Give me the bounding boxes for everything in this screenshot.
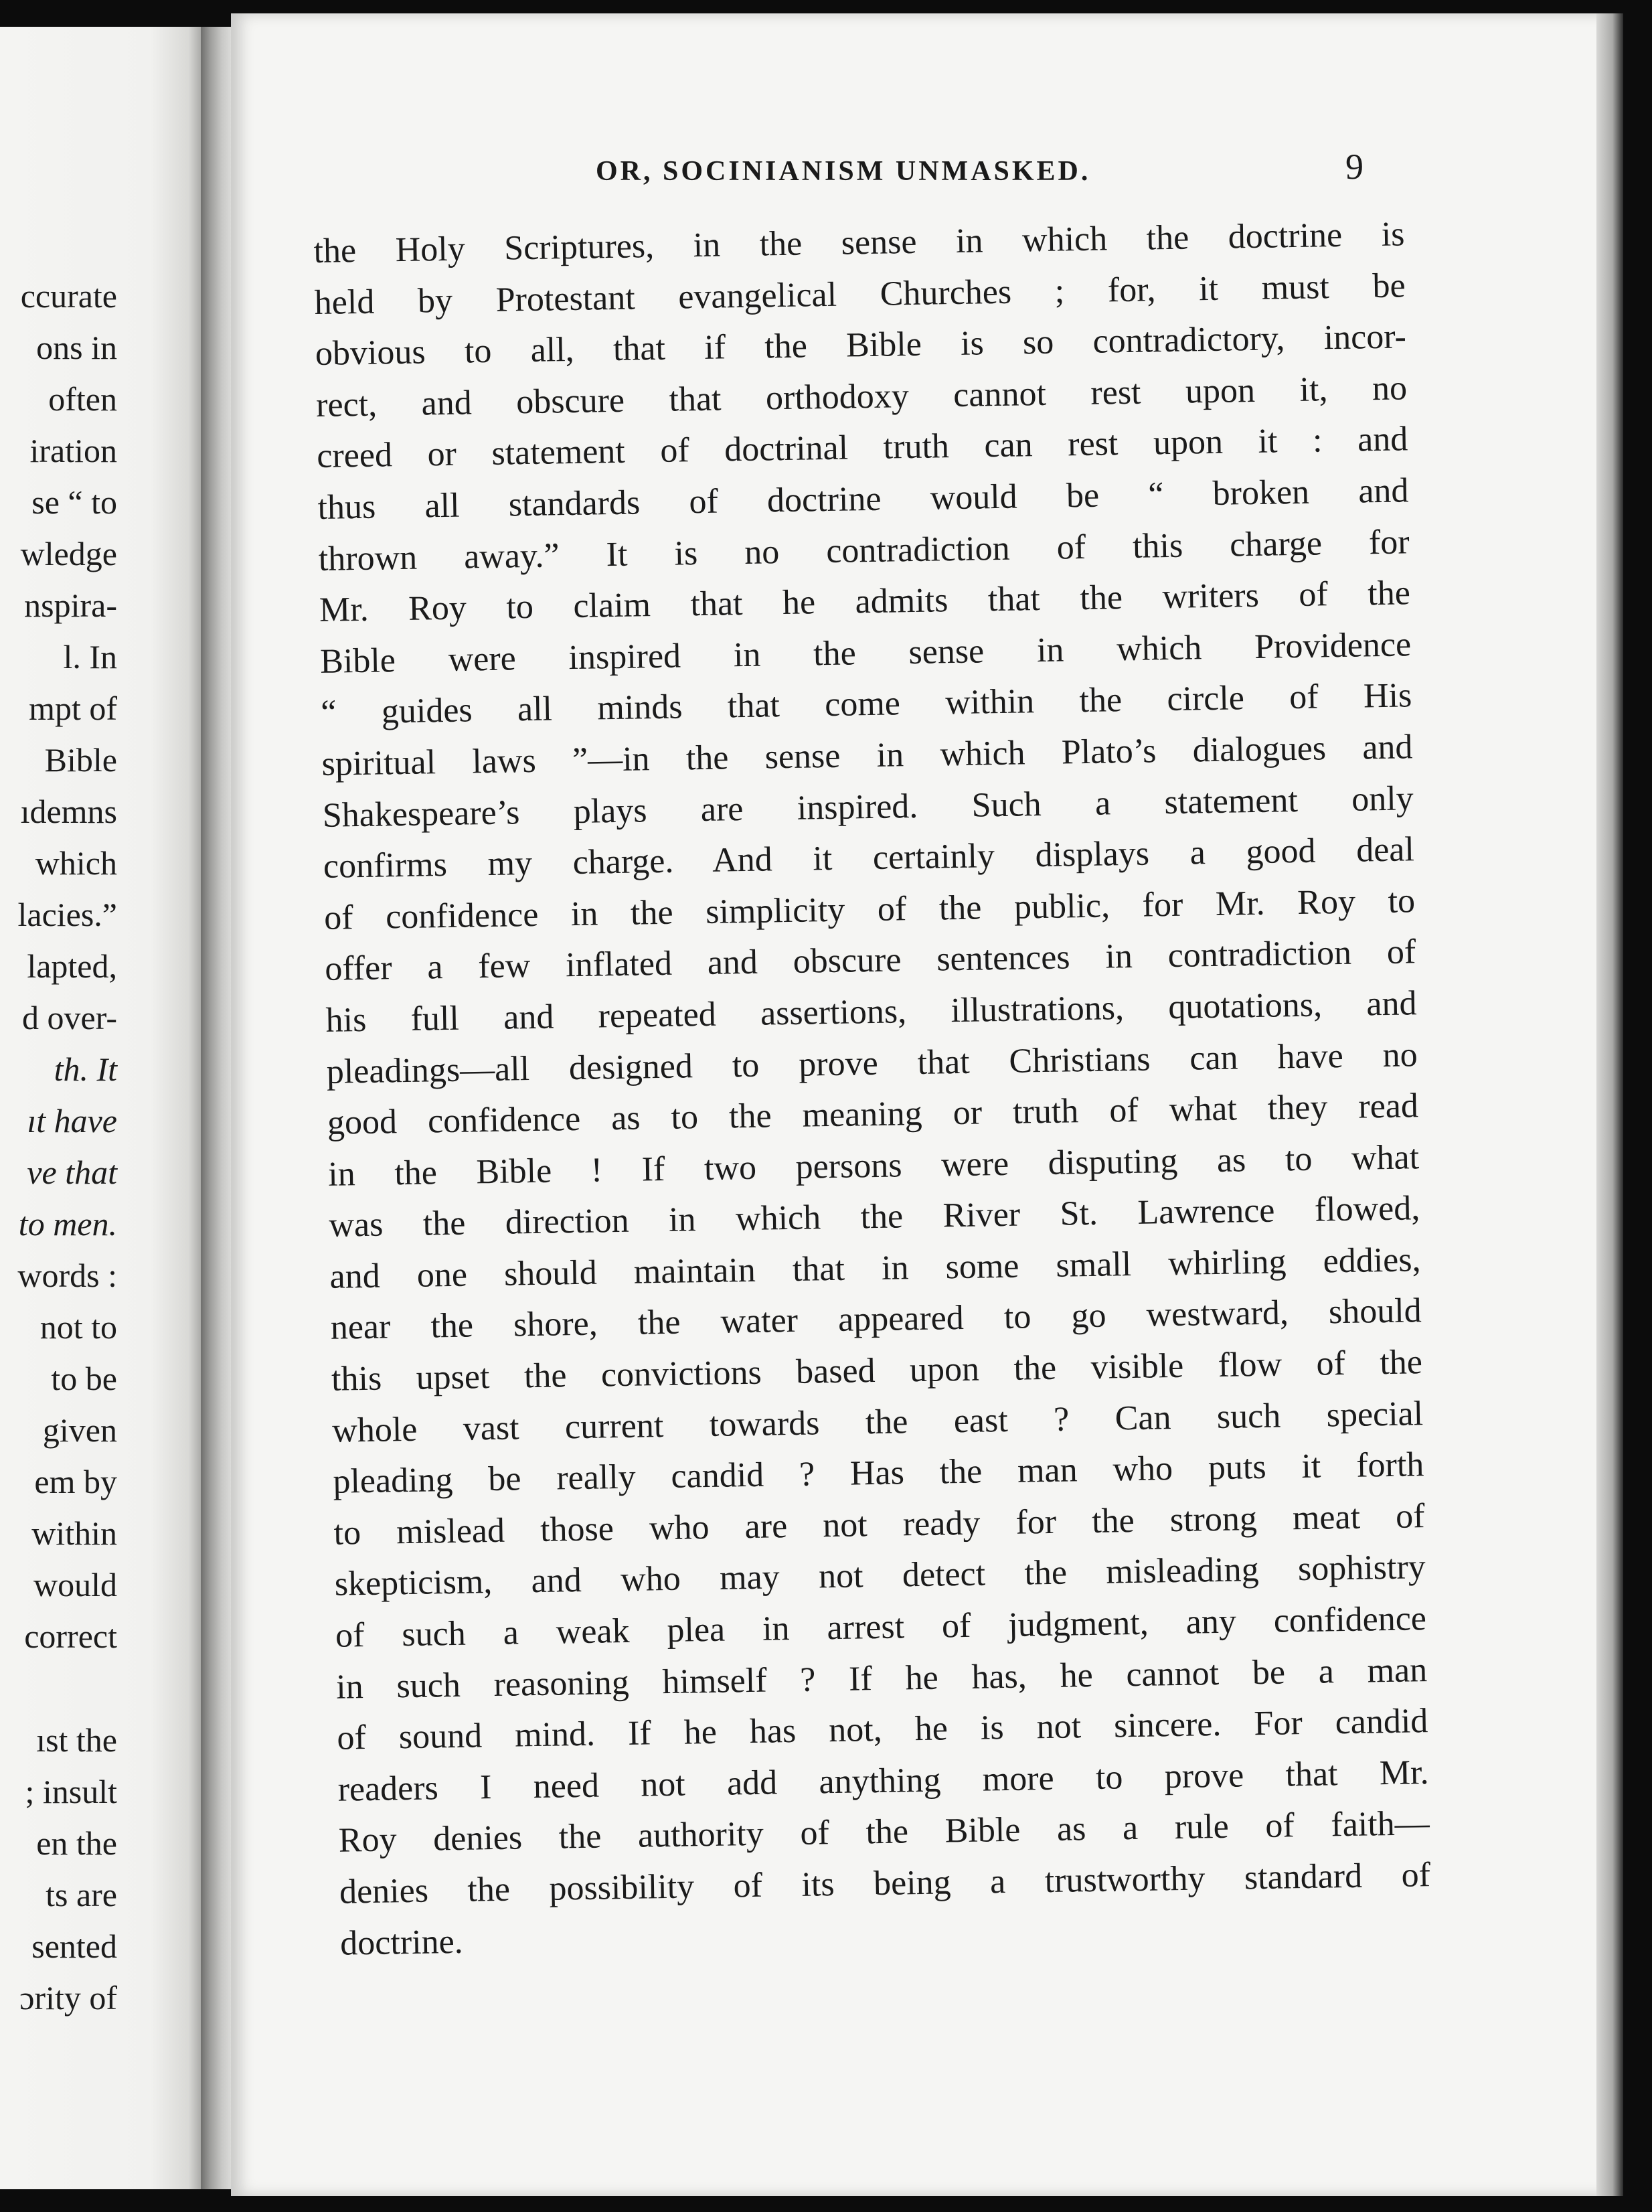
previous-page-line: would [33,1566,117,1603]
paragraph-gap [0,1662,117,1715]
text-line: held by Protestant evangelical Churches ; for, it must be [314,266,1406,322]
previous-page-line: to be [51,1360,117,1397]
previous-page-line: ; insult [25,1773,117,1810]
previous-page-line: em by [34,1463,117,1500]
text-line: of sound mind. If he has not, he is not sincere. For candid [337,1702,1428,1757]
text-line: offer a few inflated and obscure sentences in contradiction of [324,933,1416,989]
previous-page-line: sented [31,1927,117,1965]
text-line: was the direction in which the River St. Lawrence flowed, [328,1189,1420,1245]
previous-page-text [0,270,117,2024]
previous-page-line: se “ to [31,483,117,521]
text-line: pleadings—all designed to prove that Christians can have no [326,1035,1418,1091]
running-head: OR, SOCINIANISM UNMASKED. [596,156,1091,187]
text-line: his full and repeated assertions, illustrations, quotations, and [325,984,1417,1040]
text-line: thrown away.” It is no contradiction of this charge for [318,522,1410,578]
previous-page-line: ıt have [27,1102,117,1139]
previous-page-line: Bible [44,741,117,779]
text-line: this upset the convictions based upon the visible flow of the [331,1343,1423,1399]
text-line: “ guides all minds that come within the circle of His [320,676,1412,732]
text-line: spiritual laws ”—in the sense in which Plato’s dialogues and [321,728,1413,783]
text-line: denies the possibility of its being a trustworthy standard of [339,1856,1431,1911]
previous-page-line: iration [29,432,117,469]
text-line: Mr. Roy to claim that he admits that the writers of the [319,574,1411,630]
previous-page-line: not to [39,1308,117,1346]
previous-page-line: to men. [18,1205,117,1243]
previous-page-line: wledge [20,535,117,572]
text-line: the Holy Scriptures, in the sense in which the doctrine is [313,215,1405,270]
text-line: to mislead those who are not ready for the strong meat of [333,1497,1425,1553]
previous-page-line: lacies.” [17,896,117,933]
previous-page-line: within [31,1514,117,1552]
previous-page-line: ıst the [36,1721,117,1759]
previous-page-line: ts are [46,1876,117,1913]
text-line: Shakespeare’s plays are inspired. Such a statement only [322,779,1414,835]
previous-page-line: nspira- [24,586,117,624]
previous-page-line: ıdemns [20,793,117,830]
text-line: pleading be really candid ? Has the man who puts it forth [333,1445,1424,1502]
previous-page-line: lapted, [27,947,117,985]
text-line: thus all standards of doctrine would be “ broken and [317,471,1409,527]
text-line: whole vast current towards the east ? Can such special [331,1394,1424,1450]
text-line: creed or statement of doctrinal truth can rest upon it : and [316,420,1408,476]
previous-page-line: which [35,844,117,882]
text-line: of such a weak plea in arrest of judgment, any confidence [335,1599,1427,1655]
previous-page-line: l. In [63,638,117,676]
previous-page-line: ve that [27,1154,117,1191]
text-line: readers I need not add anything more to prove that Mr. [337,1753,1429,1809]
previous-page-line: ccurate [20,277,117,315]
previous-page-line: th. It [54,1050,117,1088]
previous-page-line: en the [36,1824,117,1862]
text-line: skepticism, and who may not detect the misleading sophistry [334,1548,1426,1604]
text-line: in such reasoning himself ? If he has, he cannot be a man [335,1650,1428,1707]
text-line: confirms my charge. And it certainly displays a good deal [323,830,1415,886]
previous-page-line: mpt of [29,690,117,727]
text-line: doctrine. [339,1922,464,1963]
page-edge-shadow [1596,13,1623,2196]
previous-page-sliver [0,27,214,2189]
text-line: in the Bible ! If two persons were disputing as to what [327,1137,1420,1194]
previous-page-line: often [48,380,117,418]
text-line: and one should maintain that in some small whirling eddies, [329,1241,1421,1296]
text-line: good confidence as to the meaning or truth of what they read [327,1087,1419,1142]
previous-page-line: ons in [36,329,117,366]
text-line: near the shore, the water appeared to go westward, should [330,1291,1422,1348]
text-line: obvious to all, that if the Bible is so contradictory, incor- [315,317,1407,374]
previous-page-line: d over- [22,999,117,1036]
text-line: Bible were inspired in the sense in which Providence [319,625,1412,681]
body-paragraph [313,209,1432,1969]
previous-page-line: given [42,1411,117,1449]
previous-page-line: correct [24,1617,117,1655]
text-line: Roy denies the authority of the Bible as a rule of faith— [338,1804,1430,1861]
previous-page-line: words : [17,1257,117,1294]
previous-page-line: ɔrity of [19,1979,117,2017]
page-number: 9 [1345,147,1364,187]
text-line: rect, and obscure that orthodoxy cannot rest upon it, no [315,369,1408,424]
text-line: of confidence in the simplicity of the public, for Mr. Roy to [323,881,1416,937]
